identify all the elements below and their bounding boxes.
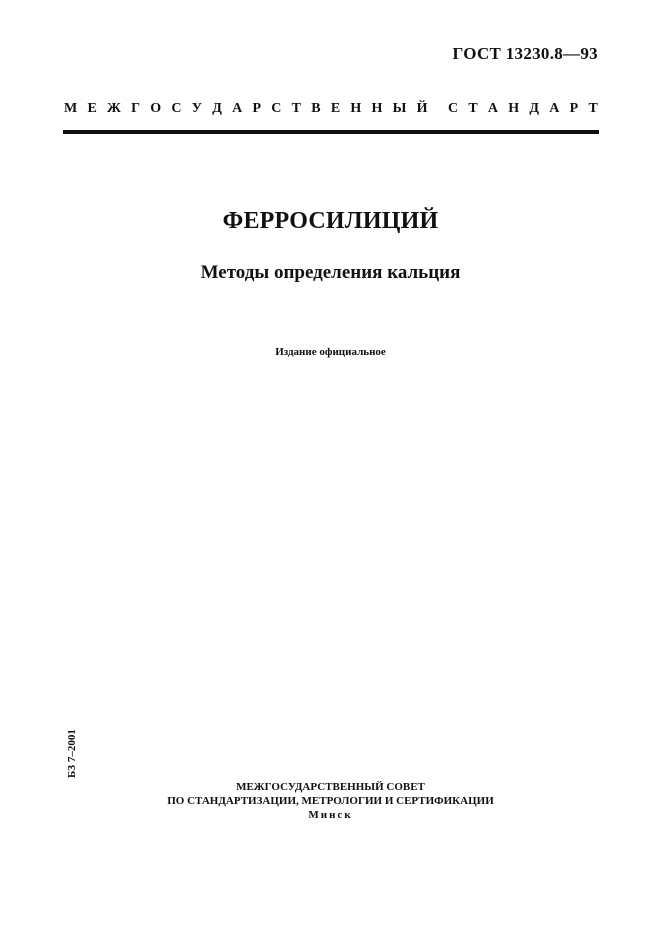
publisher-line-2: ПО СТАНДАРТИЗАЦИИ, МЕТРОЛОГИИ И СЕРТИФИКАЦИИ xyxy=(167,795,494,807)
standard-type-letter: Р xyxy=(569,101,579,116)
standard-type-letter: С xyxy=(171,101,182,116)
standard-type-letter: А xyxy=(487,101,499,116)
standard-type-letter: Д xyxy=(529,101,540,116)
document-code: ГОСТ 13230.8—93 xyxy=(452,44,598,63)
standard-type-letter: Т xyxy=(588,101,598,116)
standard-type-letter: Н xyxy=(508,101,520,116)
standard-type-letter: У xyxy=(191,101,203,116)
standard-type-letter: Й xyxy=(416,101,428,116)
document-subtitle: Методы определения кальция xyxy=(200,262,461,283)
edition-label: Издание официальное xyxy=(275,346,386,358)
publisher-city: Минск xyxy=(308,809,353,821)
standard-type-letter: Т xyxy=(468,101,478,116)
header-divider xyxy=(63,130,599,134)
standard-type-letter: Р xyxy=(252,101,262,116)
standard-type-letter: С xyxy=(271,101,282,116)
standard-type-letter: М xyxy=(64,101,78,116)
standard-type-letter: Н xyxy=(350,101,362,116)
standard-type-letter: В xyxy=(311,101,321,116)
standard-type-letter: Д xyxy=(212,101,222,116)
standard-type-letter: О xyxy=(150,101,162,116)
standard-type-header xyxy=(64,101,598,117)
standard-type-letter: Ж xyxy=(107,101,121,116)
standard-type-letter: Е xyxy=(87,101,97,116)
standard-type-letter: Г xyxy=(131,101,141,116)
standard-type-letter: Н xyxy=(371,101,383,116)
standard-type-letter: А xyxy=(232,101,243,116)
standard-type-letter: А xyxy=(549,101,560,116)
standard-type-letter: Е xyxy=(330,101,341,116)
publisher-block xyxy=(0,780,661,822)
publisher-line-1: МЕЖГОСУДАРСТВЕННЫЙ СОВЕТ xyxy=(236,781,425,793)
standard-type-letter: С xyxy=(447,101,459,116)
standard-type-letter: Ы xyxy=(392,101,407,116)
side-catalog-code: БЗ 7–2001 xyxy=(66,729,78,778)
standard-type-letter: Т xyxy=(291,101,301,116)
document-title: ФЕРРОСИЛИЦИЙ xyxy=(222,208,439,234)
